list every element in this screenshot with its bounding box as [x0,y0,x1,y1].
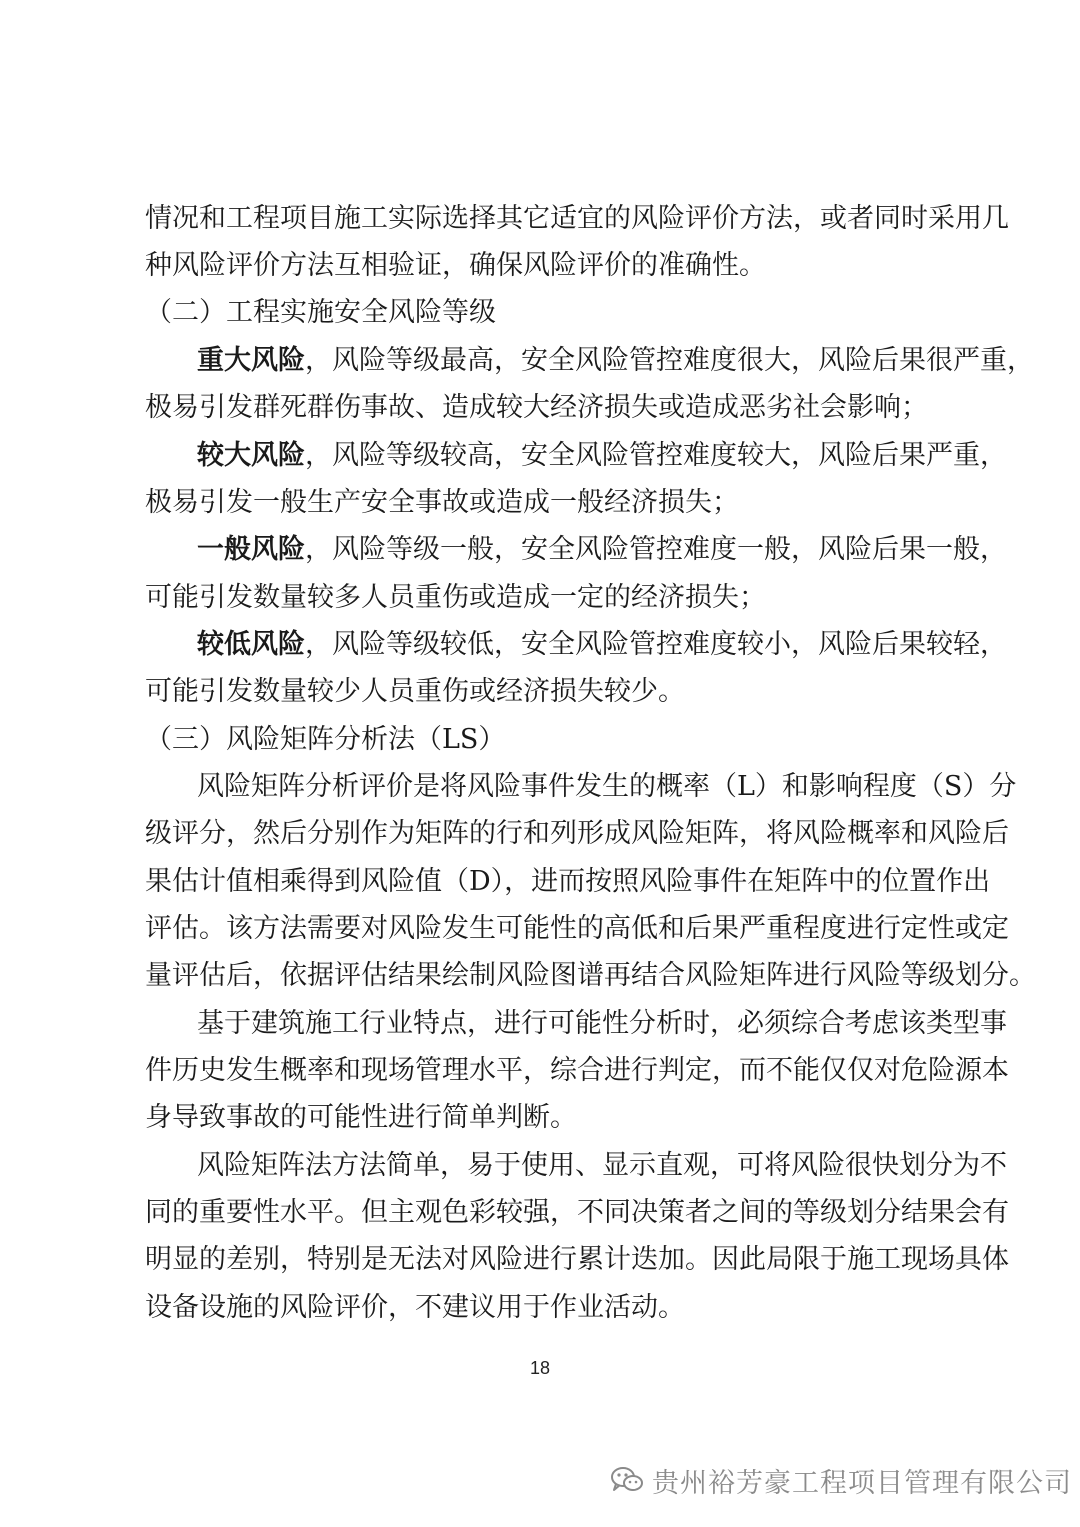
text-line: 量评估后，依据评估结果绘制风险图谱再结合风险矩阵进行风险等级划分。 [145,960,1036,991]
text-line [197,530,1007,570]
text-line: 情况和工程项目施工实际选择其它适宜的风险评价方法，或者同时采用几 [145,203,1009,234]
watermark-text: 贵州裕芳豪工程项目管理有限公司 [652,1467,1072,1499]
text-line: 极易引发群死群伤事故、造成较大经济损失或造成恶劣社会影响； [145,392,928,423]
section-heading-risk-matrix: （三）风险矩阵分析法（LS） [145,724,506,755]
text-line: 可能引发数量较少人员重伤或经济损失较少。 [145,676,685,707]
text-line: 级评分，然后分别作为矩阵的行和列形成风险矩阵，将风险概率和风险后 [145,818,1009,849]
text-line: 设备设施的风险评价，不建议用于作业活动。 [145,1292,685,1323]
text-line: 明显的差别，特别是无法对风险进行累计迭加。因此局限于施工现场具体 [145,1244,1009,1275]
text-line: 极易引发一般生产安全事故或造成一般经济损失； [145,487,739,518]
term-major-risk: 重大风险 [197,345,305,376]
text-line: 基于建筑施工行业特点，进行可能性分析时，必须综合考虑该类型事 [197,1008,1007,1039]
text-line-content: ，风险等级较高，安全风险管控难度较大，风险后果严重， [305,440,1007,471]
text-line-content: ，风险等级一般，安全风险管控难度一般，风险后果一般， [305,534,1007,565]
text-line: 风险矩阵法方法简单，易于使用、显示直观，可将风险很快划分为不 [197,1150,1007,1181]
text-line: 种风险评价方法互相验证，确保风险评价的准确性。 [145,250,766,281]
watermark [610,1455,1072,1505]
wechat-icon [610,1465,644,1495]
text-line: 件历史发生概率和现场管理水平，综合进行判定，而不能仅仅对危险源本 [145,1055,1009,1086]
text-line: 果估计值相乘得到风险值（D），进而按照风险事件在矩阵中的位置作出 [145,866,991,897]
text-line-content: ，风险等级较低，安全风险管控难度较小，风险后果较轻， [305,629,1007,660]
term-general-risk: 一般风险 [197,534,305,565]
page-number: 18 [529,1358,551,1378]
text-line: 同的重要性水平。但主观色彩较强，不同决策者之间的等级划分结果会有 [145,1197,1009,1228]
text-line [197,436,1007,476]
text-line: 风险矩阵分析评价是将风险事件发生的概率（L）和影响程度（S）分 [197,771,1017,802]
text-line: 可能引发数量较多人员重伤或造成一定的经济损失； [145,582,766,613]
term-low-risk: 较低风险 [197,629,305,660]
term-large-risk: 较大风险 [197,440,305,471]
section-heading-risk-levels: （二）工程实施安全风险等级 [145,297,496,328]
text-line [197,341,1034,381]
text-line: 评估。该方法需要对风险发生可能性的高低和后果严重程度进行定性或定 [145,913,1009,944]
text-line: 身导致事故的可能性进行简单判断。 [145,1102,577,1133]
text-line [197,625,1007,665]
text-line-content: ，风险等级最高，安全风险管控难度很大，风险后果很严重， [305,345,1034,376]
